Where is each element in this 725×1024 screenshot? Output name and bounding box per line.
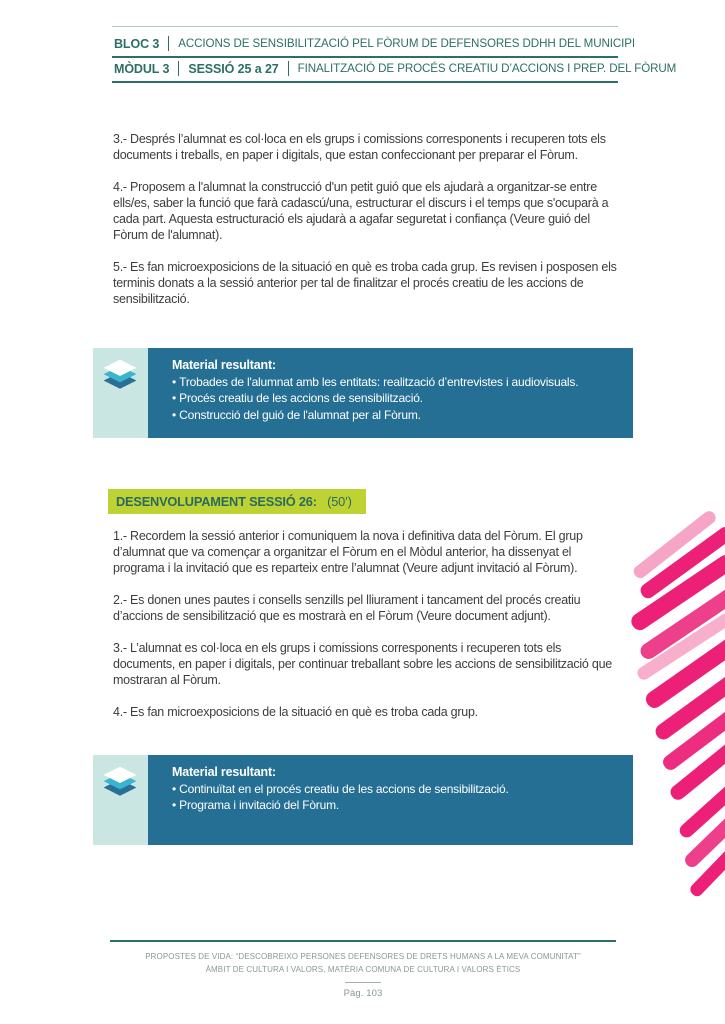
footer-line-1: PROPOSTES DE VIDA: “DESCOBREIXO PERSONES DEFENSORES DE DRETS HUMANS A LA MEVA COMUNITAT” [145,952,581,961]
layers-icon [93,755,148,845]
bloc-title: ACCIONS DE SENSIBILITZACIÓ PEL FÒRUM DE DEFENSORES DDHH DEL MUNICIPI [178,37,636,50]
paragraph: 2.- Es donen unes pautes i consells senzills pel lliurament i tancament del procés creatiu d’accions de sensibilització que es mostrarà en el Fòrum (Veure document adjunt). [113,593,581,623]
section-26-body [113,528,618,736]
material-bullet: • Programa i invitació del Fòrum. [172,797,615,814]
paragraph: 4.- Proposem a l'alumnat la construcció d'un petit guió que els ajudarà a organitzar-se entre ells/es, saber la funció que farà cadascú/una, estructurar el discurs i el temps que s'ocuparà a cada part. Aquesta estructuració els ajudarà a agafar seguretat i confiança (Veure guió del Fòrum de l'alumnat). [113,180,609,242]
footer-line-2: ÀMBIT DE CULTURA I VALORS, MATÈRIA COMUNA DE CULTURA I VALORS ÈTICS [205,965,521,974]
page-footer [85,950,641,1000]
section-25-body [113,131,618,323]
footer-rule [110,940,616,942]
header-modul-row [112,58,677,83]
header-divider [168,36,169,51]
header-top-rule [112,26,618,27]
modul-label: MÒDUL 3 [114,61,170,76]
session-26-heading [108,489,366,514]
session-26-duration: (50’) [327,494,352,509]
paragraph: 4.- Es fan microexposicions de la situació en què es troba cada grup. [113,705,478,719]
material-bullet: • Continuïtat en el procés creatiu de les accions de sensibilització. [172,781,615,798]
sessio-label: SESSIÓ 25 a 27 [188,61,279,76]
material-box-content [148,755,633,845]
page-header [112,26,677,83]
material-bullet: • Construcció del guió de l'alumnat per al Fòrum. [172,407,615,424]
bloc-label: BLOC 3 [114,36,160,51]
paragraph: 3.- Després l’alumnat es col·loca en els grups i comissions corresponents i recuperen tots els documents i treballs, en paper i digitals, que estan confeccionant per preparar el Fòrum. [113,132,606,162]
layers-icon [93,348,148,438]
sessio-title: FINALITZACIÓ DE PROCÉS CREATIU D’ACCIONS I PREP. DEL FÒRUM [297,62,677,75]
session-26-title: DESENVOLUPAMENT SESSIÓ 26: [116,494,317,509]
material-resultant-box-2 [93,755,633,845]
paragraph: 3.- L’alumnat es col·loca en els grups i comissions corresponents i recuperen tots els documents, en paper i digitals, per continuar treballant sobre les accions de sensibilització que mostraran al Fòrum. [113,641,612,687]
material-bullet: • Trobades de l'alumnat amb les entitats: realització d’entrevistes i audiovisuals. [172,374,615,391]
header-bloc-row [112,33,636,58]
material-box-title: Material resultant: [172,358,276,372]
header-divider [178,61,179,76]
header-divider [288,61,289,76]
material-bullet: • Procés creatiu de les accions de sensibilització. [172,390,615,407]
paragraph: 5.- Es fan microexposicions de la situació en què es troba cada grup. Es revisen i posposen els terminis donats a la sessió anterior per tal de finalitzar el procés creatiu de les accions de sensibilització. [113,260,617,306]
paragraph: 1.- Recordem la sessió anterior i comuniquem la nova i definitiva data del Fòrum. El grup d’alumnat que va començar a organitzar el Fòrum en el Mòdul anterior, ha dissenyat el programa i la invitació que es reparteix entre l’alumnat (Veure adjunt invitació al Fòrum). [113,529,583,575]
footer-mini-rule [345,982,381,983]
material-box-title: Material resultant: [172,765,276,779]
material-box-content [148,348,633,438]
material-resultant-box-1 [93,348,633,438]
page-number: Pàg. 103 [343,988,383,999]
